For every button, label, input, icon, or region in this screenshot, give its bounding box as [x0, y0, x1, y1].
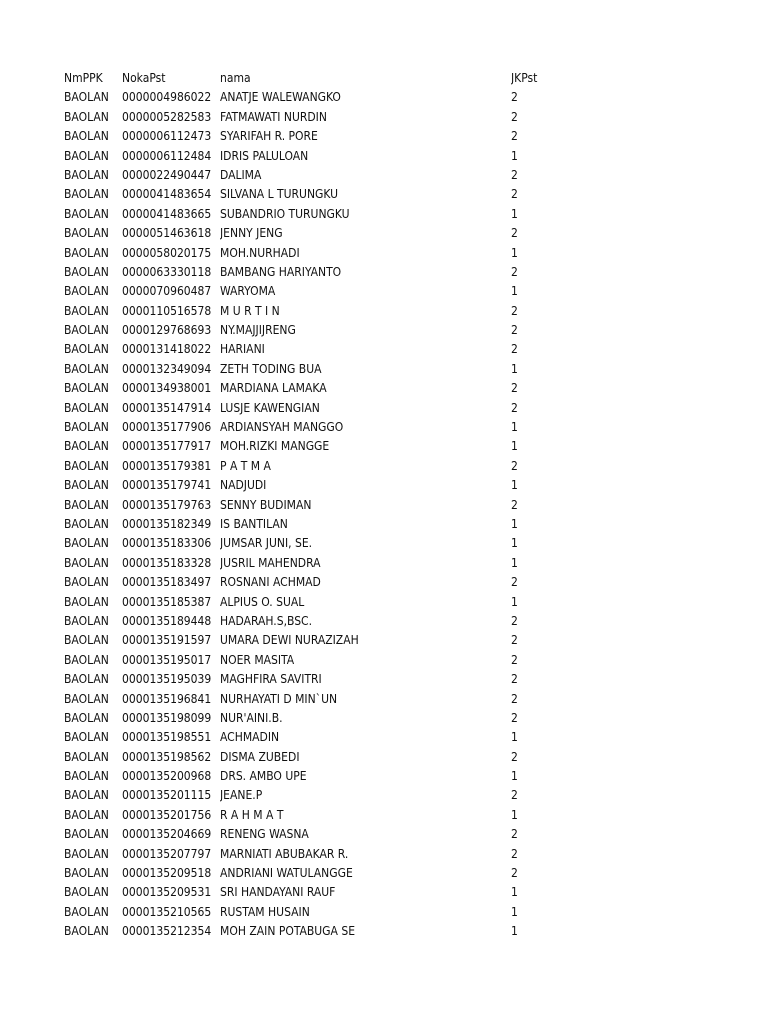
cell-nmppk: BAOLAN	[64, 187, 109, 202]
cell-nokapst: 0000135191597	[122, 633, 212, 648]
cell-nama: P A T M A	[220, 458, 271, 473]
cell-nama: NURHAYATI D MIN`UN	[220, 691, 338, 706]
cell-nokapst: 0000131418022	[122, 342, 212, 357]
cell-nmppk: BAOLAN	[64, 749, 109, 764]
cell-jkpst: 1	[511, 730, 518, 745]
cell-jkpst: 2	[511, 691, 518, 706]
cell-nmppk: BAOLAN	[64, 885, 109, 900]
cell-nama: ROSNANI ACHMAD	[220, 575, 321, 590]
cell-nmppk: BAOLAN	[64, 846, 109, 861]
cell-nokapst: 0000041483654	[122, 187, 212, 202]
cell-nmppk: BAOLAN	[64, 555, 109, 570]
table-row	[64, 845, 664, 864]
cell-jkpst: 2	[511, 129, 518, 144]
cell-jkpst: 1	[511, 361, 518, 376]
table-row	[64, 166, 664, 185]
cell-nama: M U R T I N	[220, 303, 280, 318]
cell-jkpst: 2	[511, 846, 518, 861]
cell-nmppk: BAOLAN	[64, 613, 109, 628]
cell-nmppk: BAOLAN	[64, 226, 109, 241]
cell-jkpst: 2	[511, 497, 518, 512]
cell-nama: SILVANA L TURUNGKU	[220, 187, 339, 202]
table-row	[64, 786, 664, 805]
cell-nokapst: 0000135183497	[122, 575, 212, 590]
cell-nama: DRS. AMBO UPE	[220, 769, 307, 784]
cell-jkpst: 1	[511, 284, 518, 299]
cell-jkpst: 2	[511, 109, 518, 124]
cell-nokapst: 0000132349094	[122, 361, 212, 376]
cell-nokapst: 0000135177917	[122, 439, 212, 454]
cell-nama: ANDRIANI WATULANGGE	[220, 866, 353, 881]
cell-jkpst: 1	[511, 904, 518, 919]
table-row	[64, 360, 664, 379]
table-row	[64, 321, 664, 340]
cell-nmppk: BAOLAN	[64, 691, 109, 706]
cell-nama: SRI HANDAYANI RAUF	[220, 885, 336, 900]
cell-nmppk: BAOLAN	[64, 284, 109, 299]
table-row	[64, 922, 664, 941]
cell-nokapst: 0000135210565	[122, 904, 212, 919]
cell-jkpst: 1	[511, 769, 518, 784]
cell-nmppk: BAOLAN	[64, 361, 109, 376]
cell-nokapst: 0000135209531	[122, 885, 212, 900]
cell-nama: MOH ZAIN POTABUGA SE	[220, 924, 356, 939]
cell-nmppk: BAOLAN	[64, 497, 109, 512]
cell-jkpst: 2	[511, 381, 518, 396]
cell-nokapst: 0000110516578	[122, 303, 212, 318]
cell-nokapst: 0000129768693	[122, 323, 212, 338]
header-nokapst: NokaPst	[122, 71, 166, 85]
cell-nokapst: 0000051463618	[122, 226, 212, 241]
cell-nokapst: 0000135195017	[122, 652, 212, 667]
cell-nmppk: BAOLAN	[64, 109, 109, 124]
cell-jkpst: 2	[511, 613, 518, 628]
table-row	[64, 651, 664, 670]
cell-nmppk: BAOLAN	[64, 420, 109, 435]
cell-jkpst: 1	[511, 245, 518, 260]
cell-nama: MOH.NURHADI	[220, 245, 300, 260]
cell-nama: HADARAH.S,BSC.	[220, 613, 313, 628]
cell-jkpst: 1	[511, 536, 518, 551]
cell-nmppk: BAOLAN	[64, 167, 109, 182]
cell-nokapst: 0000135198099	[122, 710, 212, 725]
cell-nama: SUBANDRIO TURUNGKU	[220, 206, 350, 221]
cell-jkpst: 1	[511, 516, 518, 531]
table-row	[64, 534, 664, 553]
table-row	[64, 205, 664, 224]
table-row	[64, 612, 664, 631]
table-row	[64, 767, 664, 786]
cell-nokapst: 0000135179763	[122, 497, 212, 512]
cell-nama: FATMAWATI NURDIN	[220, 109, 327, 124]
cell-jkpst: 2	[511, 400, 518, 415]
cell-nama: JENNY JENG	[220, 226, 283, 241]
cell-nama: SENNY BUDIMAN	[220, 497, 312, 512]
table-row	[64, 690, 664, 709]
table-row	[64, 108, 664, 127]
cell-nama: MAGHFIRA SAVITRI	[220, 672, 322, 687]
table-row	[64, 883, 664, 902]
cell-nokapst: 0000063330118	[122, 264, 212, 279]
cell-nmppk: BAOLAN	[64, 342, 109, 357]
cell-nokapst: 0000005282583	[122, 109, 212, 124]
cell-jkpst: 2	[511, 633, 518, 648]
cell-jkpst: 1	[511, 594, 518, 609]
cell-nmppk: BAOLAN	[64, 478, 109, 493]
table-row	[64, 709, 664, 728]
cell-nmppk: BAOLAN	[64, 652, 109, 667]
cell-nama: UMARA DEWI NURAZIZAH	[220, 633, 359, 648]
cell-nama: MARNIATI ABUBAKAR R.	[220, 846, 349, 861]
cell-nama: SYARIFAH R. PORE	[220, 129, 318, 144]
table-row	[64, 282, 664, 301]
cell-jkpst: 1	[511, 206, 518, 221]
table-row	[64, 748, 664, 767]
cell-nmppk: BAOLAN	[64, 400, 109, 415]
cell-jkpst: 2	[511, 90, 518, 105]
cell-jkpst: 2	[511, 187, 518, 202]
cell-jkpst: 2	[511, 710, 518, 725]
cell-nama: BAMBANG HARIYANTO	[220, 264, 342, 279]
cell-nokapst: 0000135179741	[122, 478, 212, 493]
cell-nama: R A H M A T	[220, 807, 284, 822]
table-row	[64, 379, 664, 398]
cell-nmppk: BAOLAN	[64, 264, 109, 279]
cell-nmppk: BAOLAN	[64, 206, 109, 221]
table-row	[64, 437, 664, 456]
cell-nokapst: 0000135200968	[122, 769, 212, 784]
table-row	[64, 185, 664, 204]
cell-jkpst: 2	[511, 827, 518, 842]
cell-jkpst: 2	[511, 226, 518, 241]
cell-nmppk: BAOLAN	[64, 788, 109, 803]
cell-jkpst: 1	[511, 885, 518, 900]
cell-nokapst: 0000135189448	[122, 613, 212, 628]
cell-nmppk: BAOLAN	[64, 807, 109, 822]
cell-jkpst: 2	[511, 303, 518, 318]
table-row	[64, 340, 664, 359]
cell-nama: IS BANTILAN	[220, 516, 288, 531]
cell-nmppk: BAOLAN	[64, 323, 109, 338]
cell-nmppk: BAOLAN	[64, 439, 109, 454]
cell-nama: JEANE.P	[220, 788, 263, 803]
cell-nokapst: 0000041483665	[122, 206, 212, 221]
cell-nama: HARIANI	[220, 342, 265, 357]
cell-nama: MARDIANA LAMAKA	[220, 381, 327, 396]
cell-jkpst: 1	[511, 148, 518, 163]
table-row	[64, 554, 664, 573]
table-row	[64, 224, 664, 243]
table-row	[64, 147, 664, 166]
cell-nokapst: 0000135147914	[122, 400, 212, 415]
cell-nmppk: BAOLAN	[64, 245, 109, 260]
table-row	[64, 864, 664, 883]
table-row	[64, 806, 664, 825]
table-row	[64, 263, 664, 282]
cell-nama: JUSRIL MAHENDRA	[220, 555, 321, 570]
cell-nama: DISMA ZUBEDI	[220, 749, 300, 764]
cell-jkpst: 1	[511, 478, 518, 493]
cell-jkpst: 2	[511, 652, 518, 667]
cell-nmppk: BAOLAN	[64, 90, 109, 105]
table-row	[64, 457, 664, 476]
cell-nama: JUMSAR JUNI, SE.	[220, 536, 313, 551]
cell-nama: DALIMA	[220, 167, 262, 182]
table-row	[64, 515, 664, 534]
cell-nokapst: 0000135201115	[122, 788, 212, 803]
cell-jkpst: 2	[511, 575, 518, 590]
cell-nama: NADJUDI	[220, 478, 267, 493]
cell-nokapst: 0000004986022	[122, 90, 212, 105]
table-row	[64, 631, 664, 650]
cell-nokapst: 0000022490447	[122, 167, 212, 182]
cell-nokapst: 0000135201756	[122, 807, 212, 822]
table-row	[64, 593, 664, 612]
cell-nokapst: 0000135196841	[122, 691, 212, 706]
cell-nmppk: BAOLAN	[64, 769, 109, 784]
cell-nokapst: 0000135183306	[122, 536, 212, 551]
table-row	[64, 670, 664, 689]
cell-nokapst: 0000135198551	[122, 730, 212, 745]
cell-nokapst: 0000135209518	[122, 866, 212, 881]
table-row	[64, 728, 664, 747]
cell-jkpst: 2	[511, 672, 518, 687]
cell-nama: RUSTAM HUSAIN	[220, 904, 310, 919]
cell-jkpst: 2	[511, 167, 518, 182]
cell-nama: MOH.RIZKI MANGGE	[220, 439, 330, 454]
cell-nokapst: 0000006112484	[122, 148, 212, 163]
cell-nokapst: 0000135207797	[122, 846, 212, 861]
cell-nokapst: 0000135177906	[122, 420, 212, 435]
table-row	[64, 903, 664, 922]
cell-nokapst: 0000058020175	[122, 245, 212, 260]
cell-nama: ALPIUS O. SUAL	[220, 594, 305, 609]
cell-nmppk: BAOLAN	[64, 148, 109, 163]
cell-jkpst: 1	[511, 924, 518, 939]
header-nama: nama	[220, 71, 251, 85]
table-row	[64, 399, 664, 418]
cell-nama: LUSJE KAWENGIAN	[220, 400, 320, 415]
table-header	[64, 69, 664, 88]
cell-nokapst: 0000135195039	[122, 672, 212, 687]
cell-nmppk: BAOLAN	[64, 827, 109, 842]
cell-nmppk: BAOLAN	[64, 904, 109, 919]
cell-nama: ANATJE WALEWANGKO	[220, 90, 341, 105]
cell-nmppk: BAOLAN	[64, 924, 109, 939]
cell-jkpst: 1	[511, 555, 518, 570]
cell-nama: ZETH TODING BUA	[220, 361, 322, 376]
cell-nokapst: 0000006112473	[122, 129, 212, 144]
cell-nokapst: 0000070960487	[122, 284, 212, 299]
cell-nmppk: BAOLAN	[64, 575, 109, 590]
cell-nmppk: BAOLAN	[64, 381, 109, 396]
cell-jkpst: 2	[511, 749, 518, 764]
cell-jkpst: 2	[511, 458, 518, 473]
header-nmppk: NmPPK	[64, 71, 103, 85]
cell-jkpst: 2	[511, 264, 518, 279]
table-row	[64, 496, 664, 515]
cell-jkpst: 2	[511, 788, 518, 803]
cell-nama: NUR'AINI.B.	[220, 710, 283, 725]
cell-nama: WARYOMA	[220, 284, 276, 299]
cell-nmppk: BAOLAN	[64, 672, 109, 687]
cell-jkpst: 2	[511, 342, 518, 357]
participant-table	[64, 69, 664, 942]
cell-nokapst: 0000135204669	[122, 827, 212, 842]
table-body	[64, 88, 664, 941]
cell-nmppk: BAOLAN	[64, 710, 109, 725]
cell-nama: NY.MAJJIJRENG	[220, 323, 296, 338]
cell-nokapst: 0000135179381	[122, 458, 212, 473]
cell-nama: ARDIANSYAH MANGGO	[220, 420, 344, 435]
cell-nokapst: 0000134938001	[122, 381, 212, 396]
cell-nokapst: 0000135185387	[122, 594, 212, 609]
cell-jkpst: 2	[511, 866, 518, 881]
cell-nmppk: BAOLAN	[64, 129, 109, 144]
cell-jkpst: 1	[511, 420, 518, 435]
cell-nmppk: BAOLAN	[64, 516, 109, 531]
table-row	[64, 825, 664, 844]
cell-nmppk: BAOLAN	[64, 866, 109, 881]
table-row	[64, 418, 664, 437]
table-row	[64, 302, 664, 321]
cell-nokapst: 0000135198562	[122, 749, 212, 764]
cell-jkpst: 1	[511, 439, 518, 454]
cell-nama: NOER MASITA	[220, 652, 295, 667]
cell-nama: RENENG WASNA	[220, 827, 309, 842]
cell-nama: ACHMADIN	[220, 730, 280, 745]
table-row	[64, 476, 664, 495]
cell-nmppk: BAOLAN	[64, 458, 109, 473]
table-row	[64, 244, 664, 263]
cell-nmppk: BAOLAN	[64, 303, 109, 318]
table-row	[64, 127, 664, 146]
cell-nmppk: BAOLAN	[64, 536, 109, 551]
cell-nama: IDRIS PALULOAN	[220, 148, 309, 163]
cell-nokapst: 0000135182349	[122, 516, 212, 531]
header-jkpst: JKPst	[511, 71, 538, 85]
cell-nokapst: 0000135212354	[122, 924, 212, 939]
table-row	[64, 88, 664, 107]
cell-nmppk: BAOLAN	[64, 594, 109, 609]
cell-jkpst: 1	[511, 807, 518, 822]
cell-nmppk: BAOLAN	[64, 730, 109, 745]
table-row	[64, 573, 664, 592]
cell-nmppk: BAOLAN	[64, 633, 109, 648]
cell-nokapst: 0000135183328	[122, 555, 212, 570]
cell-jkpst: 2	[511, 323, 518, 338]
